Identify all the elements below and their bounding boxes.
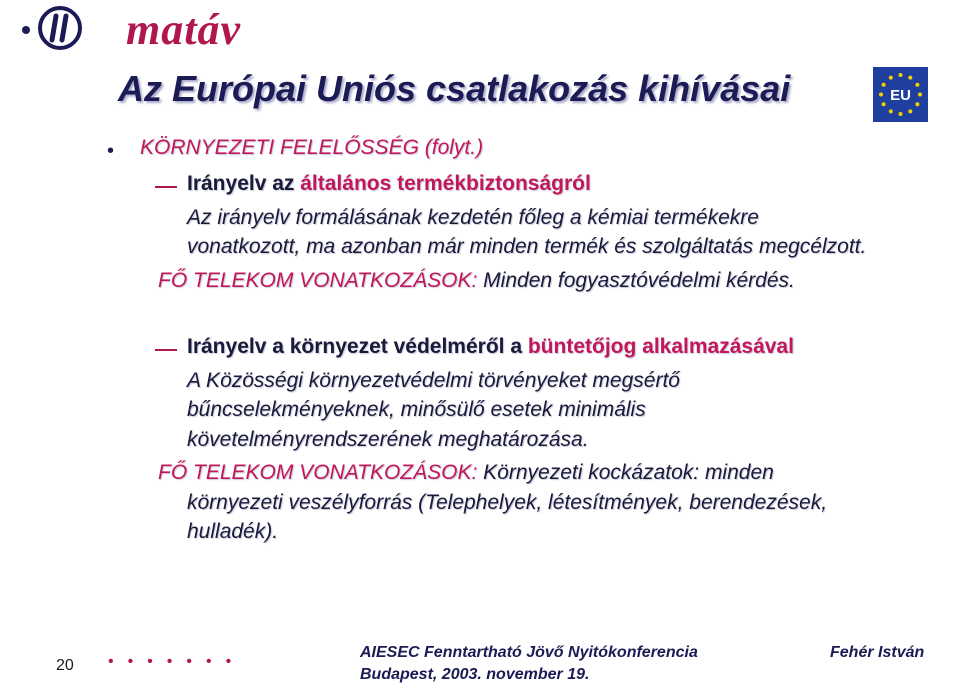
item1-title-prefix: Irányelv az [187,172,295,195]
dash-icon [155,349,177,351]
item1-body-line2: vonatkozott, ma azonban már minden termék és szolgáltatás megcélzott. [187,235,867,258]
item1-impact [158,269,795,293]
bullet-icon: • [107,140,115,162]
page-number: 20 [56,657,74,674]
item2-body-line1: A Közösségi környezetvédelmi törvényeket megsértő [187,369,680,392]
logo-text: matáv [126,5,241,54]
eu-flag-icon [873,67,928,122]
footer-author: Fehér István [830,644,925,661]
footer-location-date: Budapest, 2003. november 19. [360,666,590,683]
item2-impact-line3: hulladék). [187,520,279,543]
item1-title [187,172,591,196]
item2-body-line2: bűncselekményeknek, minősülő esetek minimális [187,398,646,421]
matav-logo-icon [22,4,82,52]
item1-impact-label: FŐ TELEKOM VONATKOZÁSOK: [158,269,478,292]
item2-title-highlight: büntetőjog alkalmazásával [527,335,794,358]
item2-impact-line1: Környezeti kockázatok: minden [483,461,774,484]
item2-impact-label: FŐ TELEKOM VONATKOZÁSOK: [158,461,478,484]
section-heading: KÖRNYEZETI FELELŐSSÉG (folyt.) [140,136,484,159]
item1-body-line1: Az irányelv formálásának kezdetén főleg a kémiai termékekre [187,206,759,229]
eu-flag-label: EU [890,87,911,104]
dash-icon [155,186,177,188]
footer-dots: ••••••• [108,653,246,670]
item2-impact [158,461,774,485]
item1-impact-text: Minden fogyasztóvédelmi kérdés. [483,269,795,292]
footer-conference: AIESEC Fenntartható Jövő Nyitókonferencia [360,644,698,661]
item2-impact-line2: környezeti veszélyforrás (Telephelyek, létesítmények, berendezések, [187,491,828,514]
page-title: Az Európai Uniós csatlakozás kihívásai [118,68,791,109]
item1-title-highlight: általános termékbiztonságról [300,172,591,195]
item2-title [187,335,794,359]
item2-title-prefix: Irányelv a környezet védelméről a [187,335,523,358]
item2-body-line3: követelményrendszerének meghatározása. [187,428,589,451]
